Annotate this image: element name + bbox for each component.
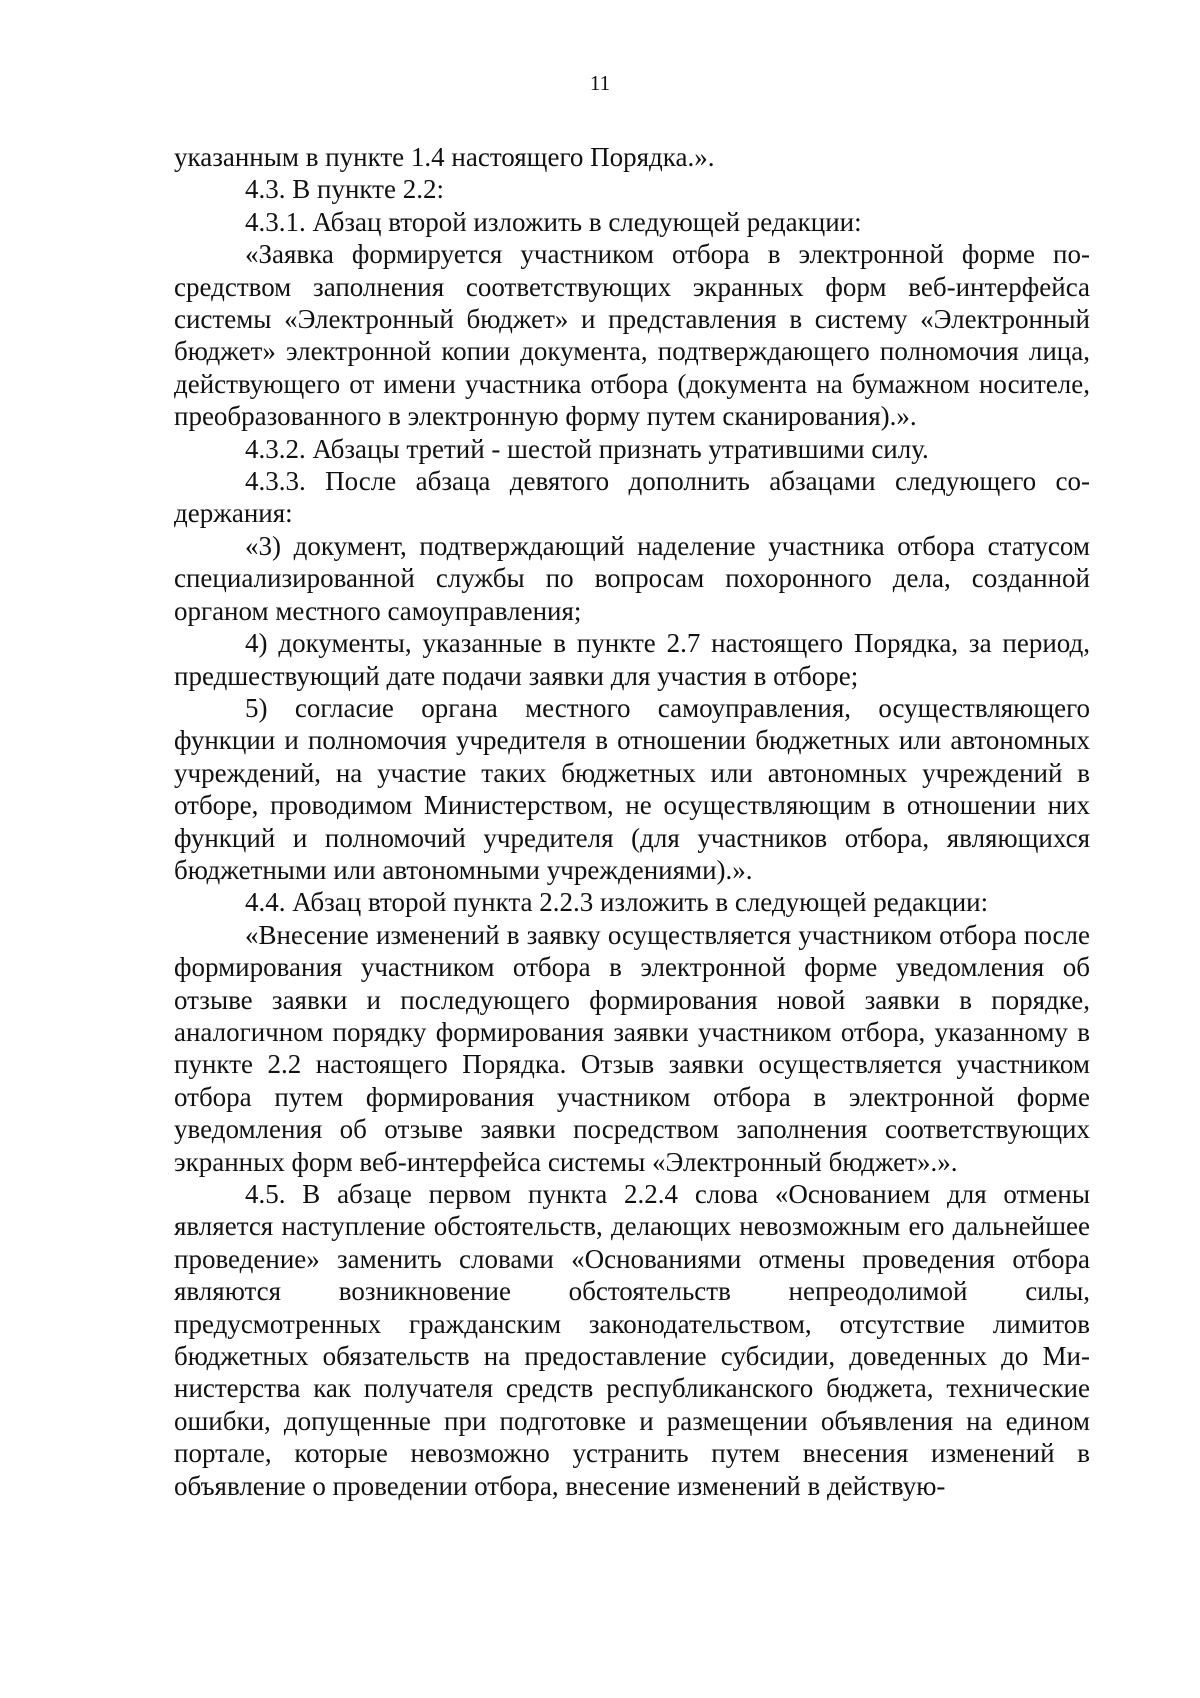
paragraph-item-4-4: 4.4. Абзац второй пункта 2.2.3 изложить в следующей редакции: [245, 887, 989, 918]
paragraph-item-4-5: 4.5. В абзаце первом пункта 2.2.4 слова «Основанием для отмены является наступление обстоятельств, делающих невозможным его дальнейшее проведение» заменить словами «Основаниями отмены проведения отбора являются возникновение обстоятельств непреодолимой силы, предусмотренных гражданским законодательством, отсутствие лимитов бюджетных обязательств на предоставление субсидии, доведенных до Министерства как получателя средств республиканского бюджета, технические ошибки, допущенные при подготовке и размещении объявления на едином портале, которые невозможно устранить путем внесения изменений в объявление о проведении отбора, внесение изменений в действую- [174, 1179, 1090, 1501]
paragraph-subitem-3: «3) документ, подтверждающий наделение участника отбора статусом специализированной службы по вопросам похоронного дела, созданной органом местного самоуправления; [174, 530, 1090, 626]
paragraph-item-4-3: 4.3. В пункте 2.2: [245, 174, 444, 205]
page-number: 11 [589, 71, 611, 95]
paragraph-quote-changes: «Внесение изменений в заявку осуществляется участником отбора после формирования участником отбора в электронной форме уведомления об отзыве заявки и последующего формирования новой заявки в порядке, аналогичном порядку формирования заявки участником отбора, указанному в пункте 2.2 настоящего Порядка. Отзыв заявки осуществляется участником отбора путем формирования участником отбора в электронной форме уведомления об отзыве заявки посредством заполнения соответствующих экранных форм веб-интерфейса системы «Электронный бюджет».». [174, 919, 1090, 1177]
document-body [174, 141, 1090, 1502]
paragraph-subitem-4: 4) документы, указанные в пункте 2.7 настоящего Порядка, за период, предшествующий дате подачи заявки для участия в отборе; [174, 628, 1090, 691]
paragraph-subitem-5: 5) согласие органа местного самоуправления, осуществляющего функции и полномочия учредителя в отношении бюджетных или автономных учреждений, на участие таких бюджетных или автономных учреждений в отборе, проводимом Министерством, не осуществляющим в отношении них функций и полномочий учредителя (для участников отбора, являющихся бюджетными или автономными учреждениями).». [174, 692, 1090, 885]
paragraph-1: указанным в пункте 1.4 настоящего Порядка.». [174, 142, 715, 172]
paragraph-item-4-3-3: 4.3.3. После абзаца девятого дополнить абзацами следующего содержания: [174, 466, 1090, 529]
paragraph-quote-application: «Заявка формируется участником отбора в электронной форме посредством заполнения соответствующих экранных форм веб-интерфейса системы «Электронный бюджет» и представления в систему «Электронный бюджет» электронной копии документа, подтверждающего полномочия лица, действующего от имени участника отбора (документа на бумажном носителе, преобразованного в электронную форму путем сканирования).». [174, 239, 1090, 432]
paragraph-item-4-3-1: 4.3.1. Абзац второй изложить в следующей редакции: [245, 206, 862, 237]
paragraph-item-4-3-2: 4.3.2. Абзацы третий - шестой признать утратившими силу. [245, 433, 929, 464]
